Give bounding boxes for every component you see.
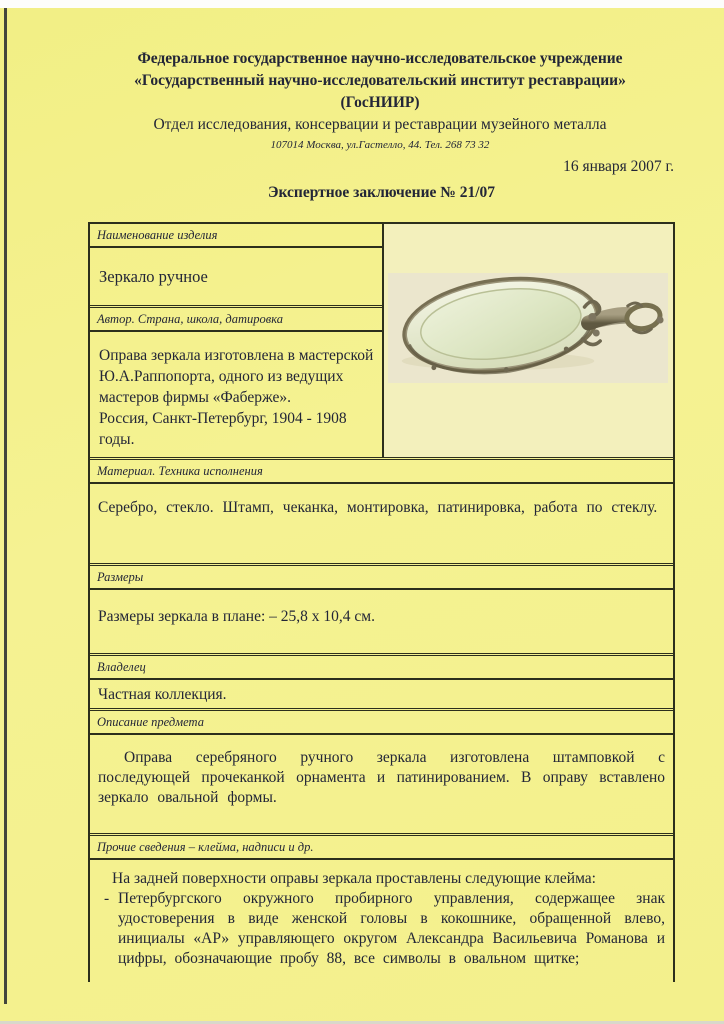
- field-value-other-info: [90, 860, 673, 982]
- field-label-author: Автор. Страна, школа, датировка: [90, 305, 382, 332]
- top-left-column: [90, 224, 384, 457]
- field-label-other-info: Прочие сведения – клейма, надписи и др.: [90, 833, 673, 860]
- org-abbreviation: (ГосНИИР): [340, 94, 420, 111]
- address-line: 107014 Москва, ул.Гастелло, 44. Тел. 268 73 32: [270, 139, 490, 151]
- hallmark-item-text: Петербургского окружного пробирного управления, содержащее знак удостоверения в виде женской головы в кокошнике, обращенной влево, инициалы «АР» управляющего округом Александра Васильевича Романова и цифры, обозначающие пробу 88, все символы в овальном щитке;: [118, 890, 665, 967]
- field-value-description: Оправа серебряного ручного зеркала изготовлена штамповкой с последующей прочеканкой орнамента и патинированием. В оправу вставлено зеркало овальной формы.: [98, 749, 665, 806]
- photo-cell: [384, 224, 673, 457]
- field-label-sizes: Размеры: [90, 563, 673, 590]
- document-date: 16 января 2007 г.: [563, 158, 674, 175]
- bullet-dash: -: [104, 890, 110, 907]
- document-title: Экспертное заключение № 21/07: [267, 184, 496, 201]
- field-label-owner: Владелец: [90, 653, 673, 680]
- hallmark-list-item: [102, 889, 665, 969]
- org-name-line2: «Государственный научно-исследовательский институт реставрации»: [134, 72, 626, 89]
- author-paragraph-1: Оправа зеркала изготовлена в мастерской Ю.А.Раппопорта, одного из ведущих мастеров фирмы «Фаберже».: [99, 347, 374, 406]
- hand-mirror-illustration: [388, 273, 668, 383]
- field-value-sizes: Размеры зеркала в плане: – 25,8 х 10,4 см.: [98, 608, 375, 625]
- scan-edge-top: [0, 0, 724, 8]
- department-line: Отдел исследования, консервации и реставрации музейного металла: [153, 116, 607, 133]
- field-label-material: Материал. Техника исполнения: [90, 457, 673, 484]
- org-name-line1: Федеральное государственное научно-исследовательское учреждение: [137, 50, 623, 67]
- appraisal-form-table: [88, 222, 675, 982]
- top-section: [90, 224, 673, 457]
- author-paragraph-2: Россия, Санкт-Петербург, 1904 - 1908 годы.: [99, 410, 347, 448]
- hand-mirror-photo: [388, 273, 668, 383]
- scan-edge-left: [4, 8, 7, 1004]
- hallmarks-intro: На задней поверхности оправы зеркала проставлены следующие клейма:: [112, 870, 596, 887]
- letterhead: [60, 48, 700, 153]
- field-value-author: [90, 332, 382, 457]
- field-value-item-name: Зеркало ручное: [99, 267, 208, 286]
- field-label-description: Описание предмета: [90, 708, 673, 735]
- field-value-owner: Частная коллекция.: [98, 686, 227, 703]
- field-value-material: Серебро, стекло. Штамп, чеканка, монтировка, патинировка, работа по стеклу.: [98, 499, 658, 516]
- field-label-item-name: Наименование изделия: [90, 224, 382, 248]
